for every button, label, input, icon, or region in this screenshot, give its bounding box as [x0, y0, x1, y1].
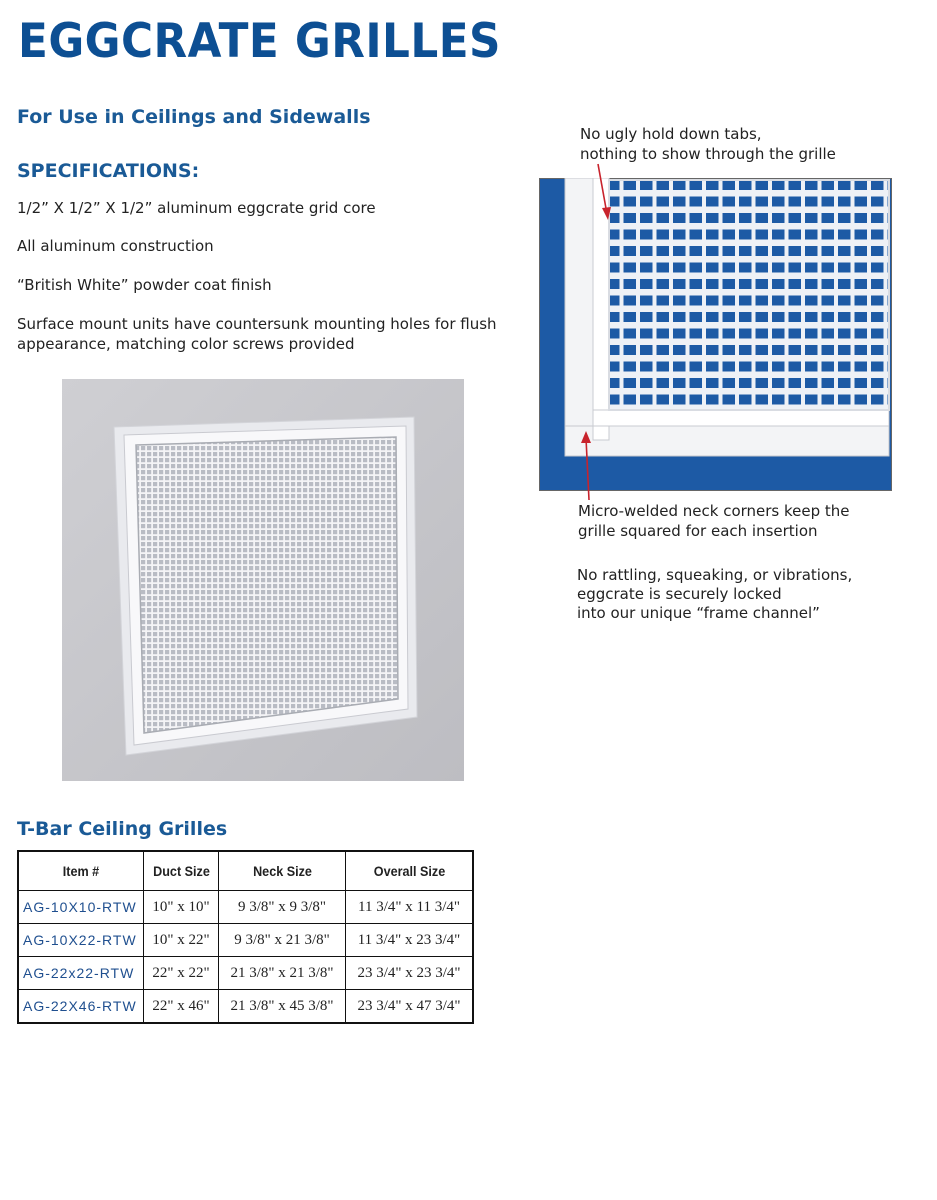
column-header-duct-size: Duct Size [147, 851, 215, 891]
neck-size: 9 3/8" x 9 3/8" [219, 891, 346, 924]
page-title: EGGCRATE GRILLES [18, 14, 501, 69]
neck-size: 21 3/8" x 45 3/8" [219, 990, 346, 1024]
table-header-row [18, 851, 473, 891]
tbar-size-table [17, 850, 474, 1024]
spec-item-mounting: Surface mount units have countersunk mounting holes for flush appearance, matching color screws provided [17, 315, 497, 353]
neck-size: 21 3/8" x 21 3/8" [219, 957, 346, 990]
table-row [18, 924, 473, 957]
duct-size: 10" x 22" [144, 924, 219, 957]
grille-product-photo [62, 379, 464, 781]
callout-no-rattling-line1: No rattling, squeaking, or vibrations, [577, 566, 853, 584]
duct-size: 10" x 10" [144, 891, 219, 924]
table-row [18, 957, 473, 990]
callout-welded-corners-line1: Micro-welded neck corners keep the [578, 502, 850, 520]
spec-item-construction: All aluminum construction [17, 237, 214, 255]
callout-no-rattling-line2: eggcrate is securely locked [577, 585, 782, 603]
callout-no-rattling-line3: into our unique “frame channel” [577, 604, 820, 622]
frame-closeup-photo [539, 178, 892, 491]
duct-size: 22" x 46" [144, 990, 219, 1024]
item-number: AG-10X22-RTW [18, 924, 144, 957]
neck-size: 9 3/8" x 21 3/8" [219, 924, 346, 957]
table-row [18, 990, 473, 1024]
item-number: AG-22x22-RTW [18, 957, 144, 990]
spec-item-finish: “British White” powder coat finish [17, 276, 272, 294]
duct-size: 22" x 22" [144, 957, 219, 990]
subtitle: For Use in Ceilings and Sidewalls [17, 106, 371, 128]
overall-size: 11 3/4" x 11 3/4" [346, 891, 474, 924]
item-number: AG-10X10-RTW [18, 891, 144, 924]
column-header-neck-size: Neck Size [225, 851, 339, 891]
spec-item-grid-core: 1/2” X 1/2” X 1/2” aluminum eggcrate grid core [17, 199, 376, 217]
tbar-heading: T-Bar Ceiling Grilles [17, 818, 228, 840]
callout-welded-corners-line2: grille squared for each insertion [578, 522, 818, 540]
column-header-item: Item # [24, 851, 137, 891]
specifications-heading: SPECIFICATIONS: [17, 160, 200, 182]
item-number: AG-22X46-RTW [18, 990, 144, 1024]
callout-no-tabs-line1: No ugly hold down tabs, [580, 125, 762, 143]
overall-size: 11 3/4" x 23 3/4" [346, 924, 474, 957]
column-header-overall-size: Overall Size [352, 851, 467, 891]
overall-size: 23 3/4" x 47 3/4" [346, 990, 474, 1024]
callout-no-tabs-line2: nothing to show through the grille [580, 145, 836, 163]
table-row [18, 891, 473, 924]
overall-size: 23 3/4" x 23 3/4" [346, 957, 474, 990]
